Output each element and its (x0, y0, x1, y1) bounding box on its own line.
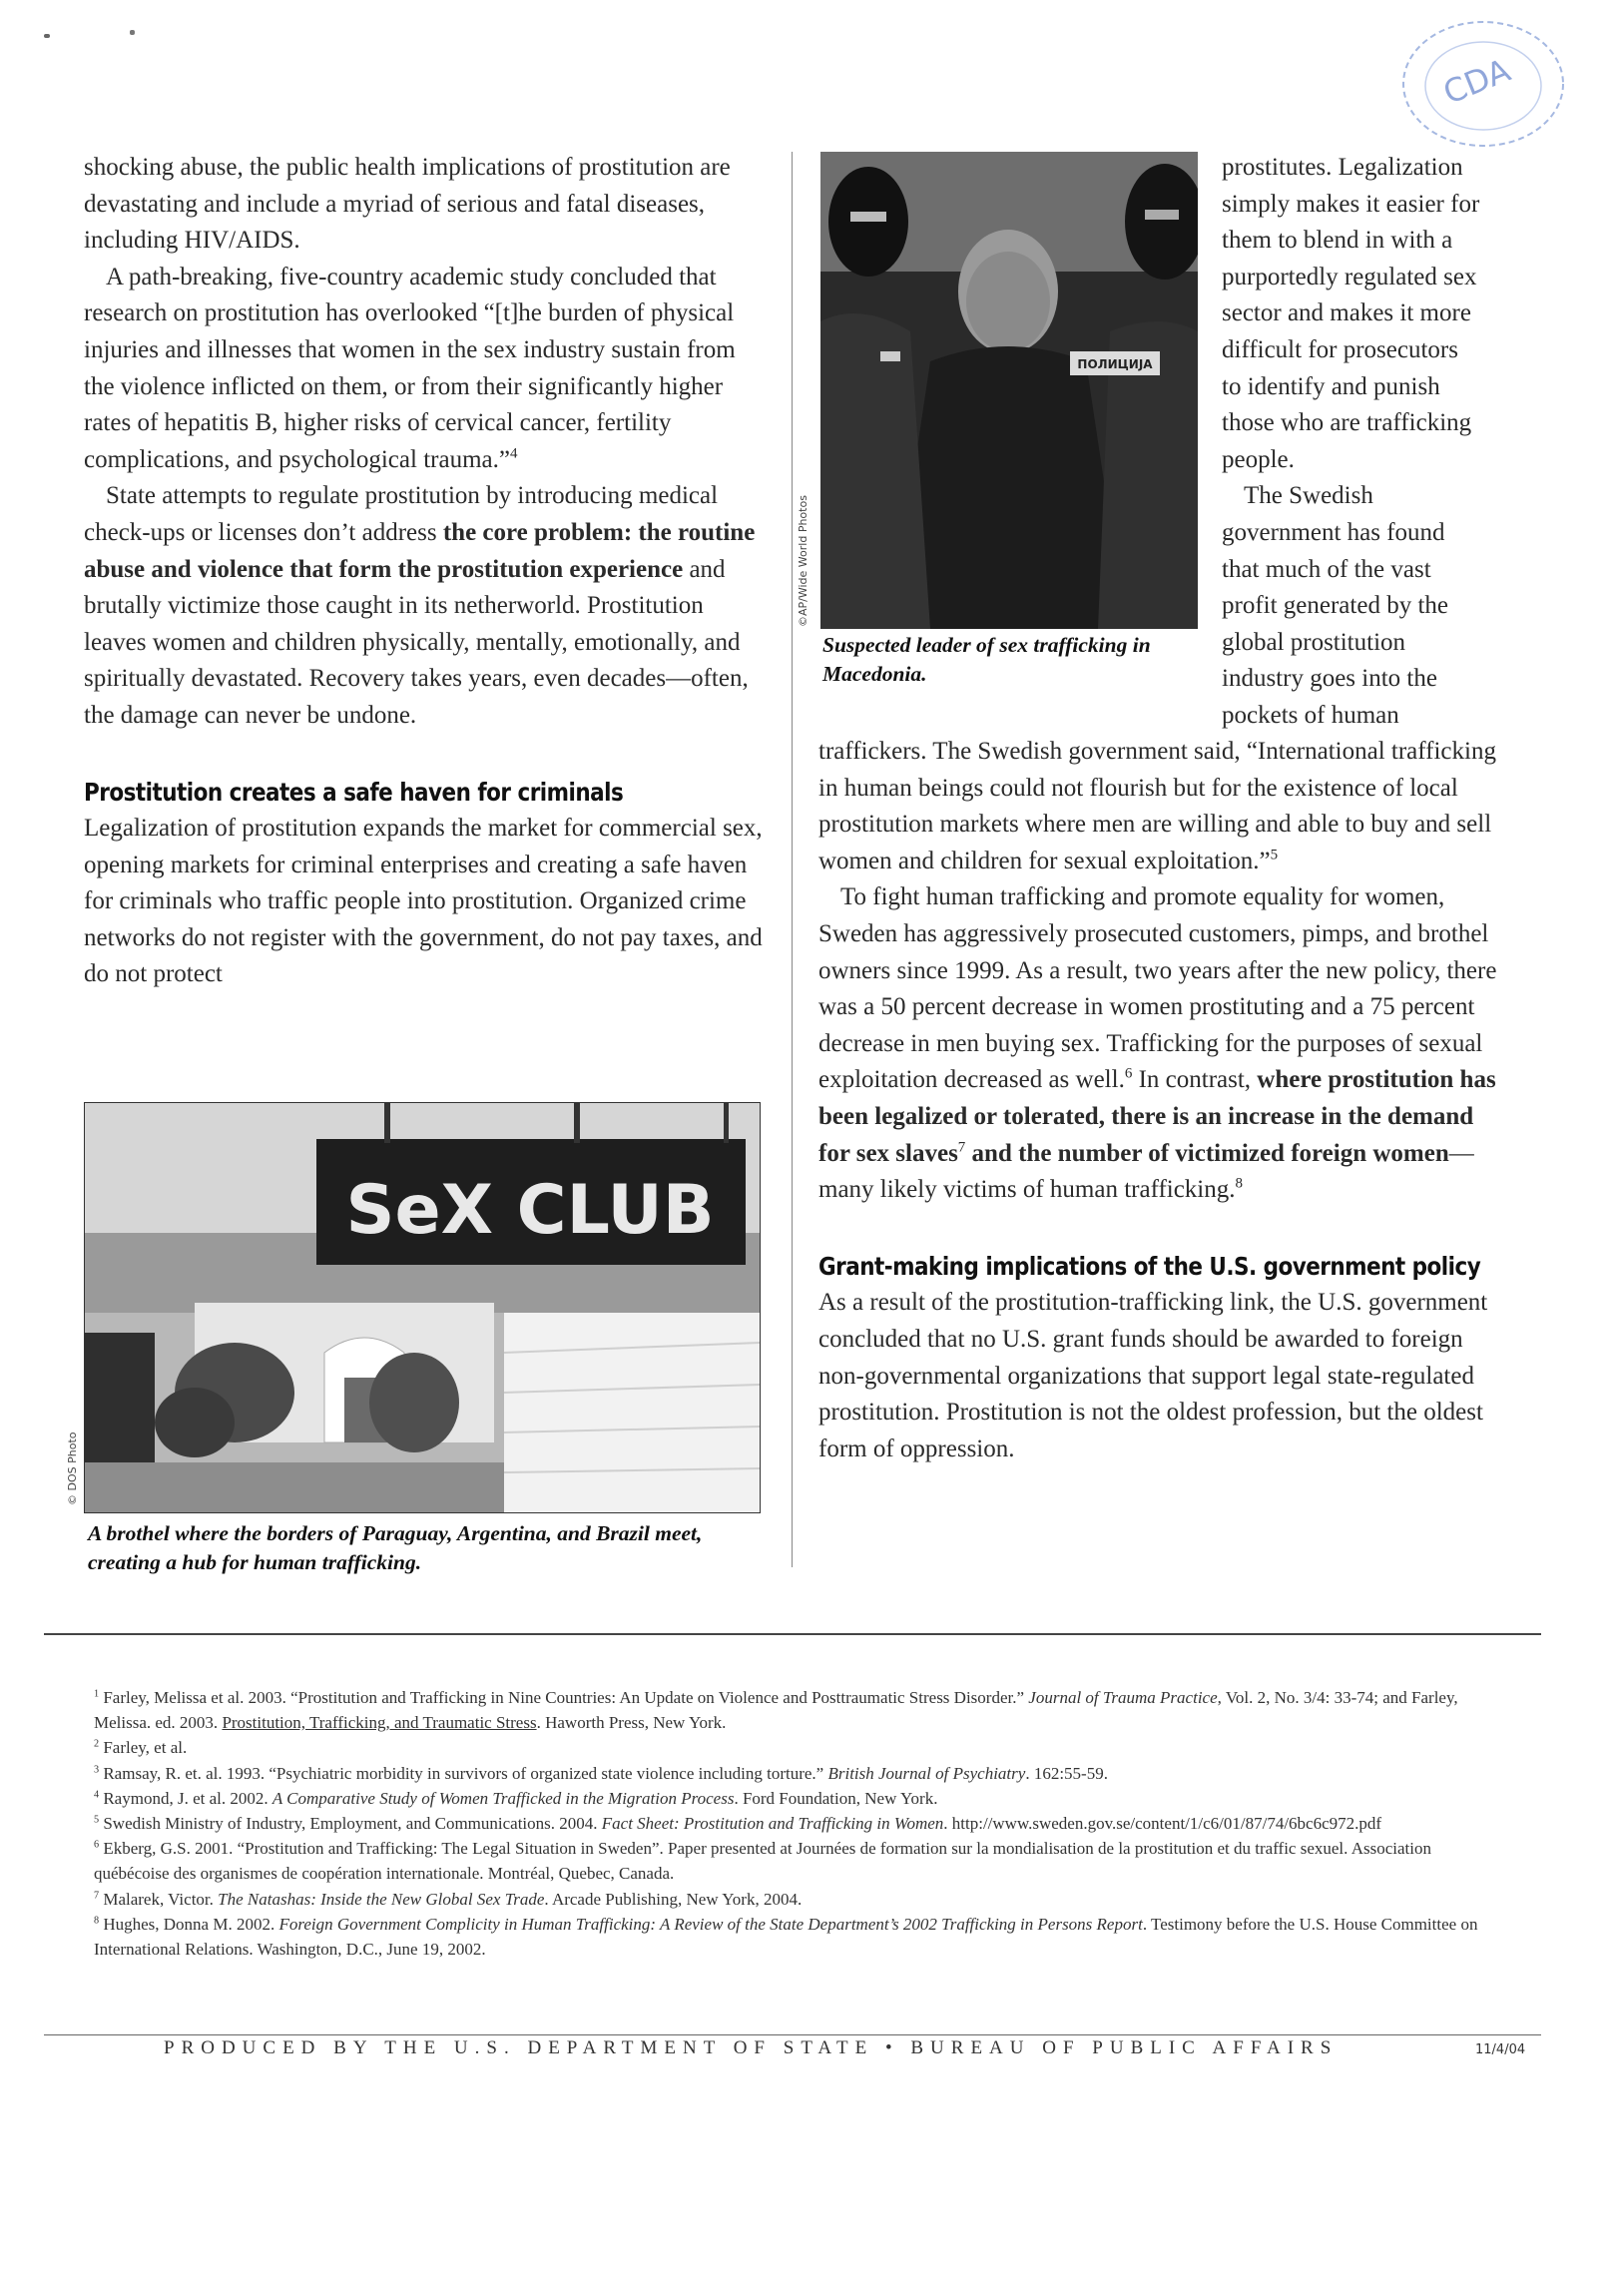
right-column (818, 734, 1497, 1467)
text-line: industry goes into the (1222, 665, 1437, 693)
footnote-ref: 7 (957, 1139, 966, 1156)
paragraph: A path-breaking, five-country academic study concluded that research on prostitution has overlooked “[t]he burden of physical injuries and illnesses that women in the sex industry sustain from the violence inflicted on them, or from their significantly higher rates of hepatitis B, higher risks of cervical cancer, fertility complications, and psychological trauma.”$^4$ (84, 263, 736, 473)
stamp-seal-icon (1393, 14, 1571, 154)
paragraph: Legalization of prostitution expands the market for commercial sex, opening markets for criminal enterprises and creating a safe haven for criminals who traffic people into prostitution. Organized crime networks do not register with the government, do not pay taxes, and do not protect (84, 815, 763, 988)
photo-suspect-image (820, 152, 1198, 629)
text-line: them to blend in with a (1222, 227, 1453, 255)
paragraph: shocking abuse, the public health implications of prostitution are devastating and include a myriad of serious and fatal diseases, including HIV/AIDS. (84, 154, 731, 255)
scan-speck (130, 30, 135, 35)
photo-macedonia (820, 152, 1198, 629)
footnote-ref: 4 (509, 445, 518, 462)
text-line: prostitutes. Legalization (1222, 154, 1463, 181)
footer-divider (44, 2034, 1541, 2035)
sign-text: SeX CLUB (345, 1171, 715, 1250)
emphasis: and the number of victimized foreign women (965, 1139, 1449, 1167)
footer-credit: PRODUCED BY THE U.S. DEPARTMENT OF STATE • BUREAU OF PUBLIC AFFAIRS (164, 2037, 1339, 2058)
text-line: sector and makes it more (1222, 299, 1471, 327)
footnote: $^6$ Ekberg, G.S. 2001. “Prostitution and Trafficking: The Legal Situation in Sweden”. Paper presented at Journées de formation sur la mondialisation de la prostitution et du traffic sexuel. Association québécoise des organismes de coopération internationale. Montréal, Quebec, Canada. (94, 1839, 1431, 1884)
emphasis: the core problem: the routine abuse and violence that form the prostitution experience (84, 518, 756, 583)
paragraph: traffickers. The Swedish government said, “International trafficking in human beings could not flourish but for the existence of local prostitution markets where men are willing and able to buy and sell women and children for sexual exploitation.”$^5$ (818, 738, 1496, 874)
footnote-ref: 6 (1124, 1066, 1133, 1083)
photo-credit: ©AP/Wide World Photos (797, 495, 809, 627)
text-line: those who are trafficking (1222, 409, 1472, 437)
column-divider (792, 152, 793, 1567)
footnote: $^1$ Farley, Melissa et al. 2003. “Prostitution and Trafficking in Nine Countries: An Update on Violence and Posttraumatic Stress Disorder.” Journal of Trauma Practice, Vol. 2, No. 3/4: 33-74; and Farley, Melissa. ed. 2003. Prostitution, Trafficking, and Traumatic Stress. Haworth Press, New York. (94, 1688, 1458, 1733)
section-heading: Grant-making implications of the U.S. government policy (818, 1251, 1481, 1281)
scan-speck (44, 34, 50, 38)
photo-brothel-image (85, 1103, 760, 1512)
photo-sex-club (84, 1102, 761, 1513)
photo-credit: © DOS Photo (66, 1432, 79, 1505)
text-line: The Swedish (1244, 482, 1373, 510)
text-line: difficult for prosecutors (1222, 335, 1458, 363)
footnote-ref: 5 (1270, 847, 1279, 863)
footnotes (94, 1685, 1493, 1962)
stamp (1393, 14, 1571, 154)
paragraph: To fight human trafficking and promote equality for women, Sweden has aggressively prosecuted customers, pimps, and brothel owners since 1999. As a result, two years after the new policy, there was a 50 percent decrease in women prostituting and a 75 percent decrease in men buying sex. Trafficking for the purposes of sexual exploitation decreased as well.$^6$ In contrast, where prostitution has been legalized or tolerated, there is an increase in the demand for sex slaves$^7$ and the number of victimized foreign women—many likely victims of human trafficking.$^8$ (818, 883, 1497, 1204)
photo-caption: A brothel where the borders of Paraguay, Argentina, and Brazil meet, creating a hub for human trafficking. (88, 1521, 703, 1574)
footnote: $^4$ Raymond, J. et al. 2002. A Comparative Study of Women Trafficked in the Migration Process. Ford Foundation, New York. (94, 1788, 938, 1808)
emphasis: where prostitution has been legalized or tolerated, there is an increase in the demand for sex slaves (818, 1066, 1496, 1167)
text-line: simply makes it easier for (1222, 190, 1480, 218)
text-line: people. (1222, 445, 1295, 473)
text-line: government has found (1222, 518, 1445, 546)
left-column (84, 150, 769, 993)
footnote: $^8$ Hughes, Donna M. 2002. Foreign Government Complicity in Human Trafficking: A Review of the State Department’s 2002 Trafficking in Persons Report. Testimony before the U.S. House Committee on International Relations. Washington, D.C., June 19, 2002. (94, 1914, 1478, 1960)
text-line: that much of the vast (1222, 555, 1431, 583)
paragraph: State attempts to regulate prostitution by introducing medical check-ups or licenses don’t address the core problem: the routine abuse and violence that form the prostitution experience and brutally victimize those caught in its netherworld. Prostitution leaves women and children physically, mentally, emotionally, and spiritually devastated. Recovery takes years, even decades—often, the damage can never be undone. (84, 482, 756, 729)
photo-caption: Suspected leader of sex trafficking in Macedonia. (822, 633, 1151, 686)
right-wrap-column (1222, 150, 1551, 735)
footnote-divider (44, 1633, 1541, 1635)
footnote: $^2$ Farley, et al. (94, 1738, 188, 1758)
police-badge-text: ПОЛИЦИЈА (1077, 357, 1153, 371)
stamp-text: CDA (1437, 51, 1516, 112)
footnote-ref: 8 (1235, 1175, 1244, 1192)
footnote: $^7$ Malarek, Victor. The Natashas: Inside the New Global Sex Trade. Arcade Publishing, New York, 2004. (94, 1889, 803, 1909)
paragraph: As a result of the prostitution-trafficking link, the U.S. government concluded that no U.S. grant funds should be awarded to foreign non-governmental organizations that support legal state-regulated prostitution. Prostitution is not the oldest profession, but the oldest form of oppression. (818, 1289, 1488, 1462)
footer-date: 11/4/04 (1475, 2042, 1526, 2057)
text-line: pockets of human (1222, 701, 1399, 729)
footnote: $^5$ Swedish Ministry of Industry, Employment, and Communications. 2004. Fact Sheet: Prostitution and Trafficking in Women. http://www.sweden.gov.se/content/1/c6/01/87/74/6bc6c972.pdf (94, 1814, 1382, 1834)
footnote: $^3$ Ramsay, R. et. al. 1993. “Psychiatric morbidity in survivors of organized state violence including torture.” British Journal of Psychiatry. 162:55-59. (94, 1763, 1108, 1783)
text-line: to identify and punish (1222, 372, 1440, 400)
text-line: global prostitution (1222, 628, 1406, 656)
text-line: purportedly regulated sex (1222, 263, 1477, 290)
section-heading: Prostitution creates a safe haven for criminals (84, 777, 624, 807)
text-line: profit generated by the (1222, 592, 1448, 620)
